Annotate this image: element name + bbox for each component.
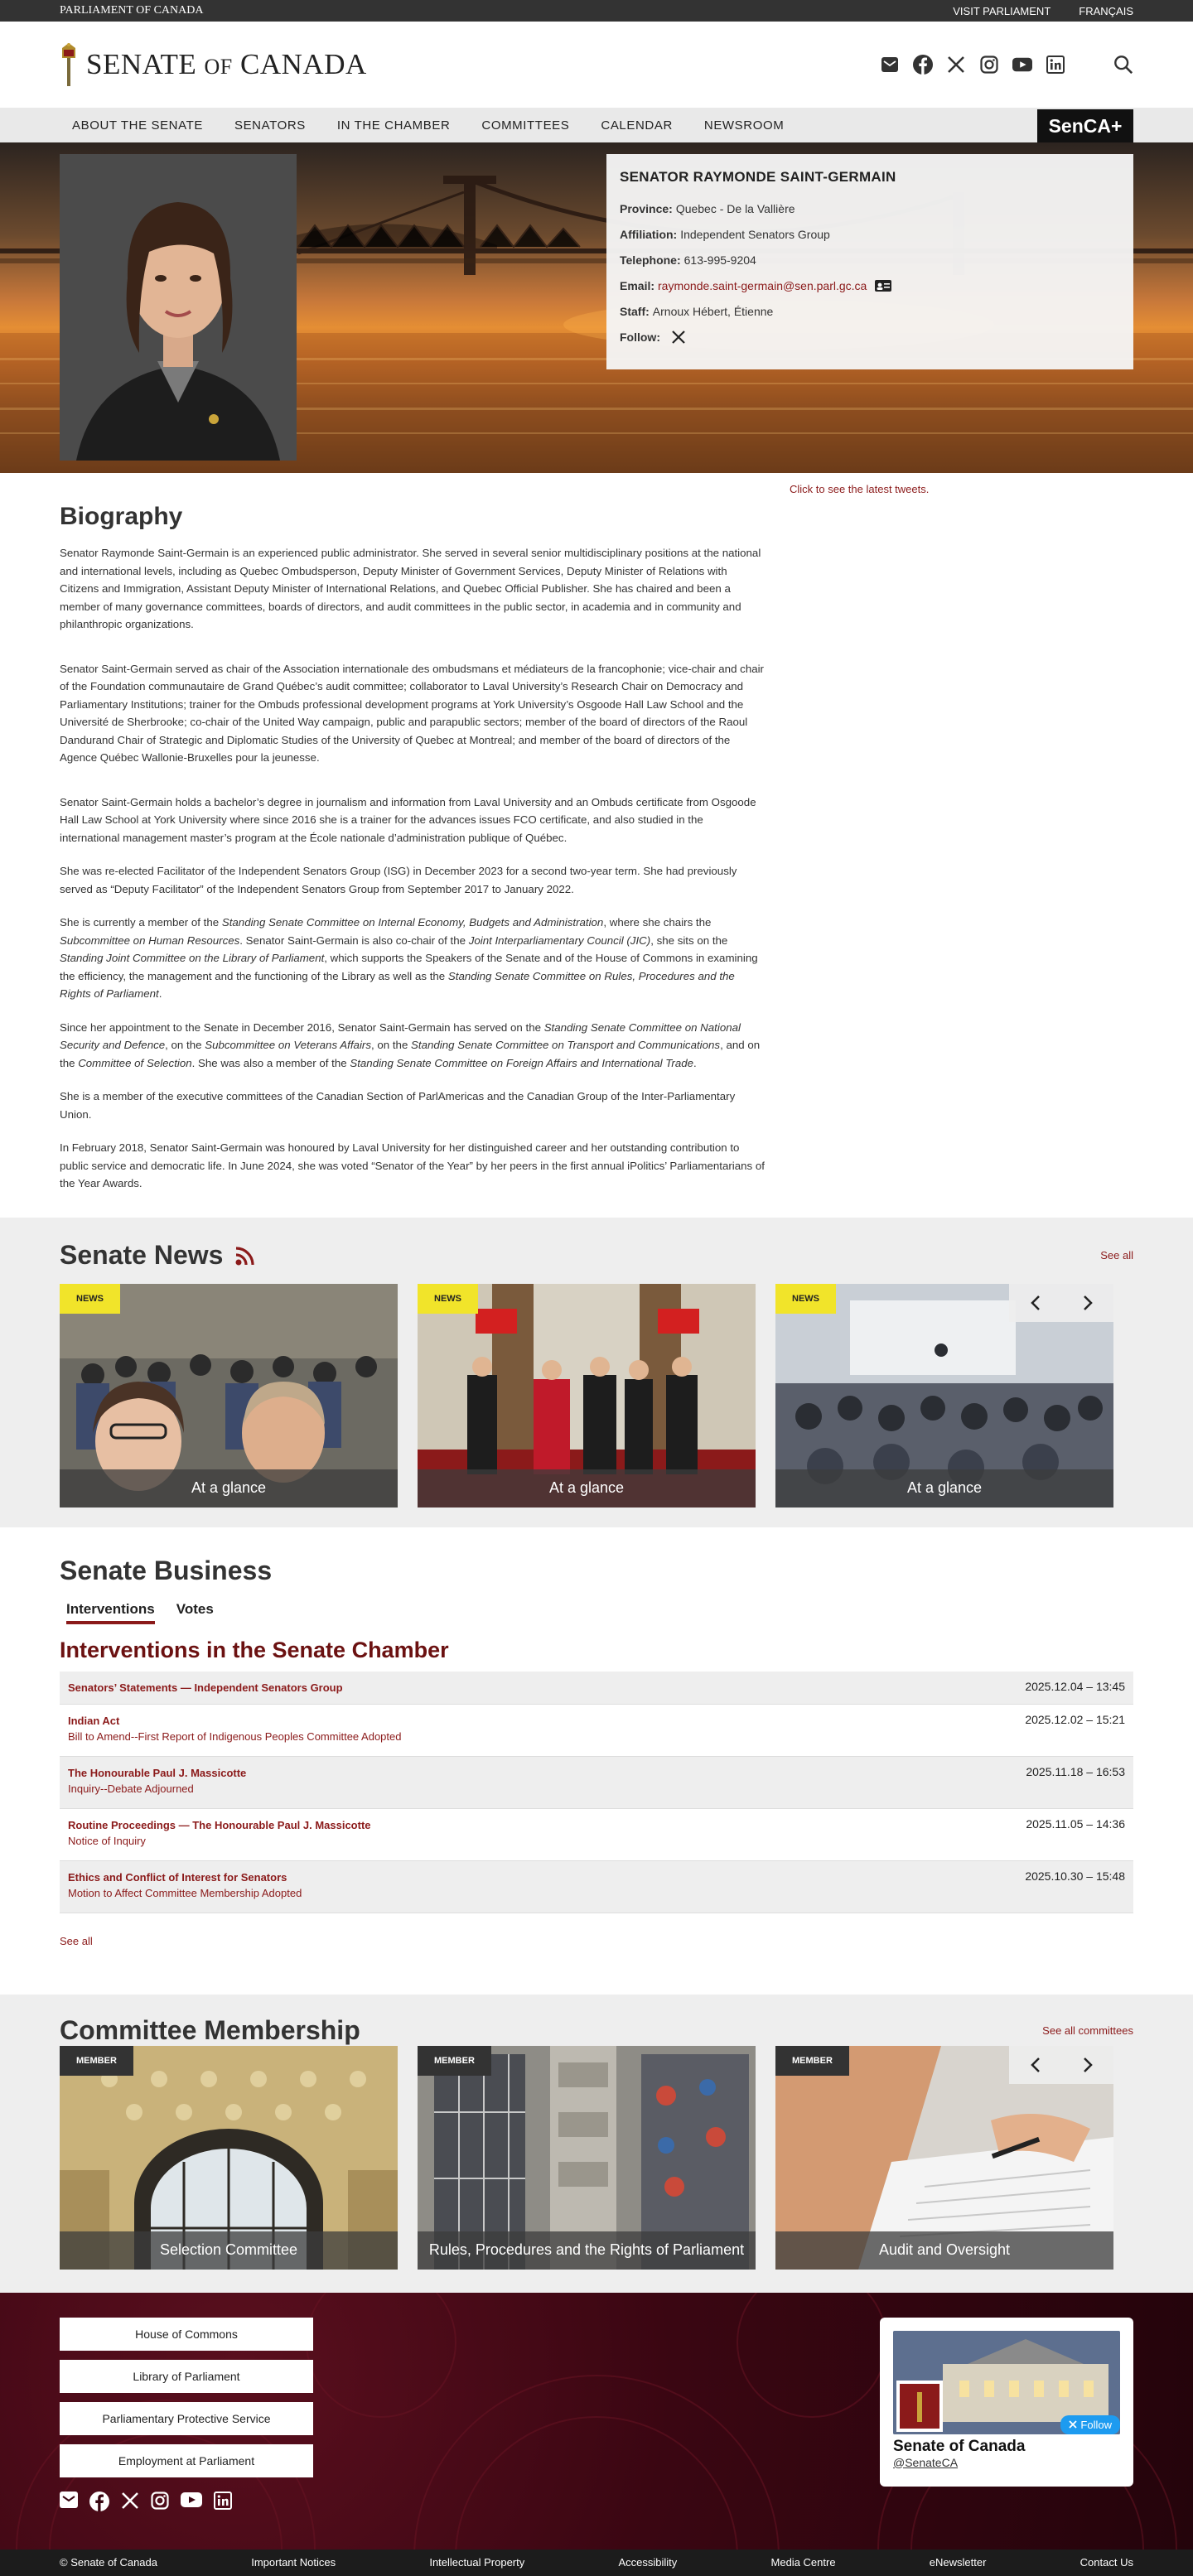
chevron-left-icon[interactable]: [1030, 1295, 1041, 1311]
intervention-sub-link[interactable]: Inquiry--Debate Adjourned: [68, 1782, 194, 1795]
facebook-icon[interactable]: [89, 2492, 109, 2511]
staff-label: Staff:: [620, 305, 650, 318]
province-label: Province:: [620, 202, 673, 215]
news-card[interactable]: [60, 1284, 398, 1507]
committee-membership-section: [0, 1995, 1193, 2293]
committee-name: Standing Senate Committee on Transport and Communications: [411, 1039, 721, 1051]
committee-name: Standing Joint Committee on the Library of Parliament: [60, 952, 325, 964]
bio-text-span: Since her appointment to the Senate in December 2016, Senator Saint-Germain has served on the: [60, 1020, 544, 1034]
bio-text-span: . Senator Saint-Germain is also co-chair of the: [239, 933, 469, 947]
contact-us-link[interactable]: Contact Us: [1079, 2556, 1133, 2569]
committee-name: Subcommittee on Human Resources: [60, 933, 240, 947]
email-row: [620, 279, 1120, 292]
twitter-account-handle[interactable]: @SenateCA: [893, 2455, 959, 2469]
intervention-date: 2025.11.05 – 14:36: [1026, 1816, 1125, 1831]
instagram-icon[interactable]: [151, 2492, 169, 2510]
committee-name: Standing Senate Committee on Rules, Procedures and the Rights of Parliament: [60, 969, 735, 1000]
telephone-value: 613-995-9204: [683, 253, 756, 267]
bio-text-span: .: [158, 987, 162, 1000]
chevron-left-icon[interactable]: [1030, 2057, 1041, 2073]
search-icon[interactable]: [1113, 55, 1133, 75]
chevron-right-icon[interactable]: [1082, 2057, 1094, 2073]
senate-news-section: [0, 1218, 1193, 1527]
intervention-sub-link[interactable]: Motion to Affect Committee Membership Adopted: [68, 1886, 302, 1899]
twitter-follow-button[interactable]: [1060, 2415, 1120, 2434]
bio-paragraph-2: Senator Saint-Germain served as chair of the Association internationale des ombudsmans et médiateurs de la francophonie; vice-chair and chair of the Foundation communautaire de Grand Québec’s audit committee; collaborator to Laval University’s Research Chair on Democracy and Parliamentary Institutions; trainer for the Ombuds professional development programs at York University’s Osgoode Hall Law School and the Université de Sherbrooke; co-chair of the United Way campaign, public and parapublic sectors; member of the board of directors of the Raoul Dandurand Chair of Strategic and Diplomatic Studies of the University of Quebec at Montreal; and member of the board of directors of the Agence Québec Wallonie-Bruxelles pour la jeunesse.: [60, 662, 764, 764]
staff-value: Arnoux Hébert, Étienne: [652, 305, 774, 318]
site-header: [0, 22, 1193, 108]
intervention-row: [60, 1705, 1133, 1757]
follow-label: Follow: [1080, 2418, 1112, 2431]
nav-in-the-chamber[interactable]: IN THE CHAMBER: [336, 118, 451, 133]
intervention-title-link[interactable]: Ethics and Conflict of Interest for Senators: [68, 1870, 287, 1884]
chevron-right-icon[interactable]: [1082, 1295, 1094, 1311]
senator-portrait: [60, 154, 297, 461]
email-label: Email:: [620, 279, 655, 292]
youtube-icon[interactable]: [181, 2492, 202, 2508]
biography-text: [60, 544, 766, 1193]
province-row: [620, 202, 1120, 215]
committee-name: Standing Senate Committee on Internal Economy, Budgets and Administration: [221, 916, 604, 929]
youtube-icon[interactable]: [1012, 55, 1032, 75]
protective-service-link[interactable]: Parliamentary Protective Service: [60, 2402, 313, 2435]
bio-paragraph-5: [60, 914, 766, 1003]
committee-name: Committee of Selection: [78, 1056, 192, 1069]
senate-business-section: [0, 1527, 1193, 1995]
bio-text-span: , where she chairs the: [603, 916, 712, 929]
nav-newsroom[interactable]: NEWSROOM: [703, 118, 785, 133]
parliament-brand[interactable]: PARLIAMENT OF CANADA: [60, 4, 204, 17]
intervention-sub-link[interactable]: Bill to Amend--First Report of Indigenous Peoples Committee Adopted: [68, 1729, 402, 1743]
main-navigation: [0, 108, 1193, 142]
bio-text-span: , and on the: [60, 1039, 761, 1069]
email-icon[interactable]: [60, 2492, 78, 2508]
footer-social-links: [60, 2492, 232, 2511]
enewsletter-link[interactable]: eNewsletter: [929, 2556, 987, 2569]
follow-label: Follow:: [620, 330, 660, 344]
committee-card-caption: Rules, Procedures and the Rights of Parliament: [418, 2231, 756, 2270]
committee-card-caption: Audit and Oversight: [775, 2231, 1113, 2270]
member-tag: MEMBER: [60, 2046, 133, 2076]
affiliation-value: Independent Senators Group: [680, 228, 830, 241]
affiliation-row: [620, 228, 1120, 241]
province-value: Quebec - De la Vallière: [675, 202, 795, 215]
committee-name: Joint Interparliamentary Council (JIC): [468, 933, 651, 947]
x-icon: [1069, 2420, 1077, 2429]
senator-name: SENATOR RAYMONDE SAINT-GERMAIN: [620, 169, 896, 185]
news-card-caption: At a glance: [775, 1469, 1113, 1507]
bio-paragraph-7: She is a member of the executive committees of the Canadian Section of ParlAmericas and the Canadian Group of the Inter-Parliamentary Union.: [60, 1090, 736, 1121]
committee-membership-title: Committee Membership: [60, 2015, 360, 2045]
committee-card-caption: Selection Committee: [60, 2231, 398, 2270]
senate-logo[interactable]: [60, 41, 367, 88]
bio-text-span: , on the: [370, 1039, 412, 1051]
business-tabs: [60, 1601, 1133, 1624]
affiliation-label: Affiliation:: [620, 228, 678, 241]
email-link[interactable]: raymonde.saint-germain@sen.parl.gc.ca: [658, 279, 867, 292]
nav-about-the-senate[interactable]: ABOUT THE SENATE: [72, 118, 203, 133]
interventions-subtitle: Interventions in the Senate Chamber: [60, 1637, 449, 1662]
latest-tweets-link[interactable]: Click to see the latest tweets.: [790, 483, 930, 495]
follow-row: [620, 330, 1120, 344]
linkedin-icon[interactable]: [214, 2492, 232, 2510]
bio-paragraph-8: In February 2018, Senator Saint-Germain was honoured by Laval University for her distinguished career and her outstanding contribution to public service and democratic life. In June 2024, she was voted “Senator of the Year” by her peers in the first annual iPolitics’ Parliamentarians of the Year Awards.: [60, 1141, 765, 1189]
interventions-table: [60, 1672, 1133, 1913]
news-tag: NEWS: [60, 1284, 120, 1314]
visit-parliament-link[interactable]: VISIT PARLIAMENT: [953, 4, 1051, 17]
committee-name: Standing Senate Committee on Foreign Affairs and International Trade: [350, 1056, 694, 1069]
news-tag: NEWS: [775, 1284, 836, 1314]
important-notices-link[interactable]: Important Notices: [251, 2556, 336, 2569]
senate-business-title: Senate Business: [60, 1555, 273, 1585]
bio-text-span: She is currently a member of the: [60, 916, 222, 929]
footer-bottom-bar: [0, 2549, 1193, 2576]
intervention-title-link[interactable]: Indian Act: [68, 1714, 120, 1727]
site-footer: [0, 2293, 1193, 2549]
telephone-row: [620, 253, 1120, 267]
intervention-title-link[interactable]: Senators’ Statements — Independent Senators Group: [68, 1681, 343, 1694]
news-carousel-controls: [1009, 1284, 1113, 1322]
top-bar: [0, 0, 1193, 22]
house-of-commons-link[interactable]: House of Commons: [60, 2318, 313, 2351]
intervention-date: 2025.10.30 – 15:48: [1025, 1869, 1125, 1883]
accessibility-link[interactable]: Accessibility: [618, 2556, 678, 2569]
nav-calendar[interactable]: CALENDAR: [601, 118, 673, 133]
tab-votes[interactable]: Votes: [176, 1600, 214, 1617]
mace-icon: [60, 41, 78, 88]
intervention-title-link[interactable]: The Honourable Paul J. Massicotte: [68, 1766, 247, 1779]
news-card-caption: At a glance: [60, 1469, 398, 1507]
x-icon[interactable]: [672, 330, 685, 344]
instagram-icon[interactable]: [979, 55, 999, 75]
intervention-row: [60, 1757, 1133, 1809]
bio-text-span: . She was also a member of the: [191, 1056, 350, 1069]
news-see-all-link[interactable]: See all: [1100, 1249, 1133, 1261]
header-social-links: [880, 55, 1133, 75]
nav-senators[interactable]: SENATORS: [234, 118, 306, 133]
rss-icon[interactable]: [234, 1245, 256, 1266]
facebook-icon[interactable]: [913, 55, 933, 75]
bio-paragraph-1: Senator Raymonde Saint-Germain is an experienced public administrator. She served in several senior multidisciplinary positions at the national and international levels, including as Quebec Ombudsperson, Deputy Minister of Government Services, Deputy Minister of Relations with Citizens and Immigration, Assistant Deputy Minister of International Relations, and Quebec Official Publisher. She has chaired and been a member of many governance committees, boards of directors, and audit committees in the public sector, in academia and in community and philanthropic organizations.: [60, 547, 761, 630]
committee-card[interactable]: [775, 2046, 1113, 2270]
member-tag: MEMBER: [775, 2046, 849, 2076]
committee-carousel-controls: [1009, 2046, 1113, 2084]
intervention-date: 2025.11.18 – 16:53: [1026, 1764, 1125, 1778]
bio-paragraph-4: She was re-elected Facilitator of the Independent Senators Group (ISG) in December 2023 for a second two-year term. She had previously served as “Deputy Facilitator” of the Independent Senators Group from September 2017 to January 2022.: [60, 865, 737, 895]
linkedin-icon[interactable]: [1046, 55, 1065, 75]
tab-interventions[interactable]: Interventions: [66, 1601, 155, 1624]
intervention-sub-link[interactable]: Notice of Inquiry: [68, 1834, 146, 1847]
committee-carousel: [60, 2046, 1133, 2270]
telephone-label: Telephone:: [620, 253, 681, 267]
x-icon[interactable]: [946, 55, 966, 75]
nav-committees[interactable]: COMMITTEES: [481, 118, 570, 133]
bio-text-span: .: [693, 1056, 697, 1069]
committee-card[interactable]: [60, 2046, 398, 2270]
news-card[interactable]: [418, 1284, 756, 1507]
library-of-parliament-link[interactable]: Library of Parliament: [60, 2360, 313, 2393]
intervention-row: [60, 1672, 1133, 1705]
senator-info-card: [606, 154, 1133, 369]
logo-text-of: OF: [204, 55, 233, 79]
twitter-profile-card[interactable]: [880, 2318, 1133, 2487]
biography-title: Biography: [60, 503, 183, 530]
email-icon[interactable]: [880, 55, 900, 75]
sencaplus-button[interactable]: SenCA+: [1037, 109, 1133, 142]
intellectual-property-link[interactable]: Intellectual Property: [429, 2556, 525, 2569]
see-all-committees-link[interactable]: See all committees: [1042, 2024, 1133, 2037]
intervention-title-link[interactable]: Routine Proceedings — The Honourable Paul J. Massicotte: [68, 1818, 371, 1831]
bio-paragraph-3: Senator Saint-Germain holds a bachelor’s degree in journalism and information from Laval University and an Ombuds certificate from Osgoode Hall Law School at York University where since 2016 she is a trainer for the advances issues FCO certificate, and also studied in the international management master’s program at the École nationale d’administration publique of Québec.: [60, 795, 756, 844]
news-card[interactable]: [775, 1284, 1113, 1507]
language-toggle-link[interactable]: FRANÇAIS: [1079, 4, 1133, 17]
footer-links: [60, 2318, 313, 2477]
committee-name: Standing Senate Committee on National Security and Defence: [60, 1020, 741, 1051]
twitter-account-name: Senate of Canada: [893, 2437, 1026, 2455]
news-tag: NEWS: [418, 1284, 478, 1314]
intervention-row: [60, 1809, 1133, 1861]
intervention-row: [60, 1861, 1133, 1913]
interventions-see-all-link[interactable]: See all: [60, 1934, 93, 1947]
contact-card-icon[interactable]: [875, 280, 891, 292]
bio-text-span: , she sits on the: [650, 933, 728, 947]
intervention-date: 2025.12.02 – 15:21: [1025, 1712, 1125, 1726]
news-card-caption: At a glance: [418, 1469, 756, 1507]
senate-news-title: Senate News: [60, 1240, 224, 1270]
bio-paragraph-6: [60, 1019, 766, 1073]
logo-text-canada: CANADA: [240, 48, 367, 80]
logo-text-senate: SENATE: [86, 48, 197, 80]
member-tag: MEMBER: [418, 2046, 491, 2076]
x-icon[interactable]: [121, 2492, 139, 2510]
staff-row: [620, 305, 1120, 318]
employment-link[interactable]: Employment at Parliament: [60, 2444, 313, 2477]
biography-section: [60, 473, 1133, 1193]
committee-name: Subcommittee on Veterans Affairs: [205, 1039, 371, 1051]
senator-hero-banner: [0, 142, 1193, 473]
intervention-date: 2025.12.04 – 13:45: [1025, 1679, 1125, 1693]
committee-card[interactable]: [418, 2046, 756, 2270]
news-carousel: [60, 1284, 1133, 1507]
bio-text-span: , on the: [165, 1039, 205, 1051]
media-centre-link[interactable]: Media Centre: [770, 2556, 836, 2569]
copyright-text: © Senate of Canada: [60, 2556, 157, 2569]
bio-text-span: , which supports the Speakers of the Senate and of the House of Commons in examining the efficiency, the management and the functioning of the Library as well as the: [60, 952, 758, 982]
